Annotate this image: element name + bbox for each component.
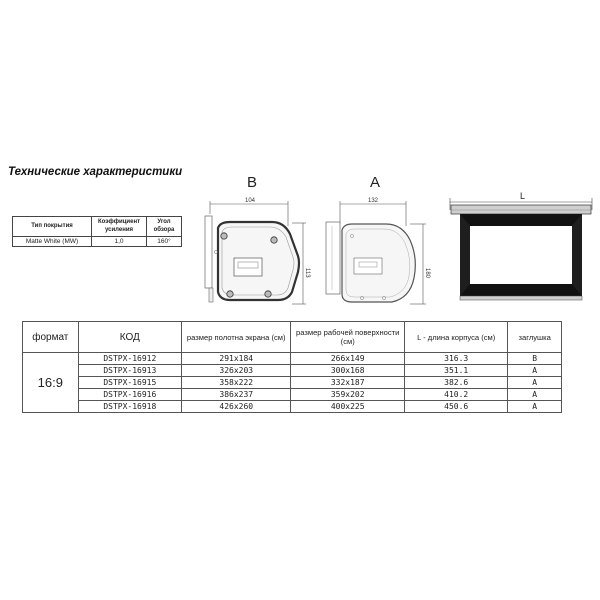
b-height-label: 113 (304, 268, 310, 278)
housing-b-diagram (200, 196, 315, 311)
coating-type: Matte White (MW) (13, 237, 92, 247)
surface-size-cell: 300x168 (291, 365, 405, 377)
surface-size-cell: 400x225 (291, 401, 405, 413)
end-cap-cell: A (508, 377, 562, 389)
a-width-label: 132 (368, 198, 379, 204)
coating-header-type: Тип покрытия (13, 217, 92, 237)
case-length-cell: 382.6 (404, 377, 507, 389)
case-length-cell: 316.3 (404, 353, 507, 365)
coating-gain: 1,0 (92, 237, 147, 247)
coating-table (12, 216, 182, 247)
end-cap-cell: A (508, 365, 562, 377)
surface-size-cell: 359x202 (291, 389, 405, 401)
table-row (23, 365, 562, 377)
header-end-cap: заглушка (508, 322, 562, 353)
diagram-b-label: B (247, 174, 258, 191)
surface-size-cell: 332x187 (291, 377, 405, 389)
end-cap-cell: B (508, 353, 562, 365)
page-title: Технические характеристики (8, 166, 183, 178)
diagram-a-label: A (370, 174, 381, 191)
coating-row (13, 237, 182, 247)
l-length-label: L (520, 191, 526, 201)
table-row (23, 389, 562, 401)
header-working-surface: размер рабочей поверхности (см) (291, 322, 405, 353)
models-table (22, 321, 562, 413)
table-row (23, 353, 562, 365)
coating-header-angle: Угол обзора (147, 217, 182, 237)
code-cell: DSTPX-16912 (78, 353, 181, 365)
housing-a-diagram (322, 196, 437, 311)
case-length-cell: 351.1 (404, 365, 507, 377)
b-width-label: 104 (245, 198, 256, 204)
case-length-cell: 410.2 (404, 389, 507, 401)
surface-size-cell: 266x149 (291, 353, 405, 365)
canvas-size-cell: 291x184 (182, 353, 291, 365)
coating-header-gain: Коэффициент усиления (92, 217, 147, 237)
code-cell: DSTPX-16915 (78, 377, 181, 389)
code-cell: DSTPX-16916 (78, 389, 181, 401)
coating-header-row (13, 217, 182, 237)
code-cell: DSTPX-16913 (78, 365, 181, 377)
coating-angle: 160° (147, 237, 182, 247)
table-row (23, 377, 562, 389)
screen-front-diagram (448, 190, 596, 308)
table-row (23, 401, 562, 413)
canvas-size-cell: 326x203 (182, 365, 291, 377)
header-code: КОД (78, 322, 181, 353)
canvas-size-cell: 358x222 (182, 377, 291, 389)
canvas-size-cell: 426x260 (182, 401, 291, 413)
header-canvas-size: размер полотна экрана (см) (182, 322, 291, 353)
end-cap-cell: A (508, 389, 562, 401)
code-cell: DSTPX-16918 (78, 401, 181, 413)
case-length-cell: 450.6 (404, 401, 507, 413)
models-header-row (23, 322, 562, 353)
canvas-size-cell: 386x237 (182, 389, 291, 401)
header-case-length: L - длина корпуса (см) (404, 322, 507, 353)
a-height-label: 180 (424, 268, 430, 279)
header-format: формат (23, 322, 79, 353)
end-cap-cell: A (508, 401, 562, 413)
format-cell: 16:9 (23, 353, 79, 413)
